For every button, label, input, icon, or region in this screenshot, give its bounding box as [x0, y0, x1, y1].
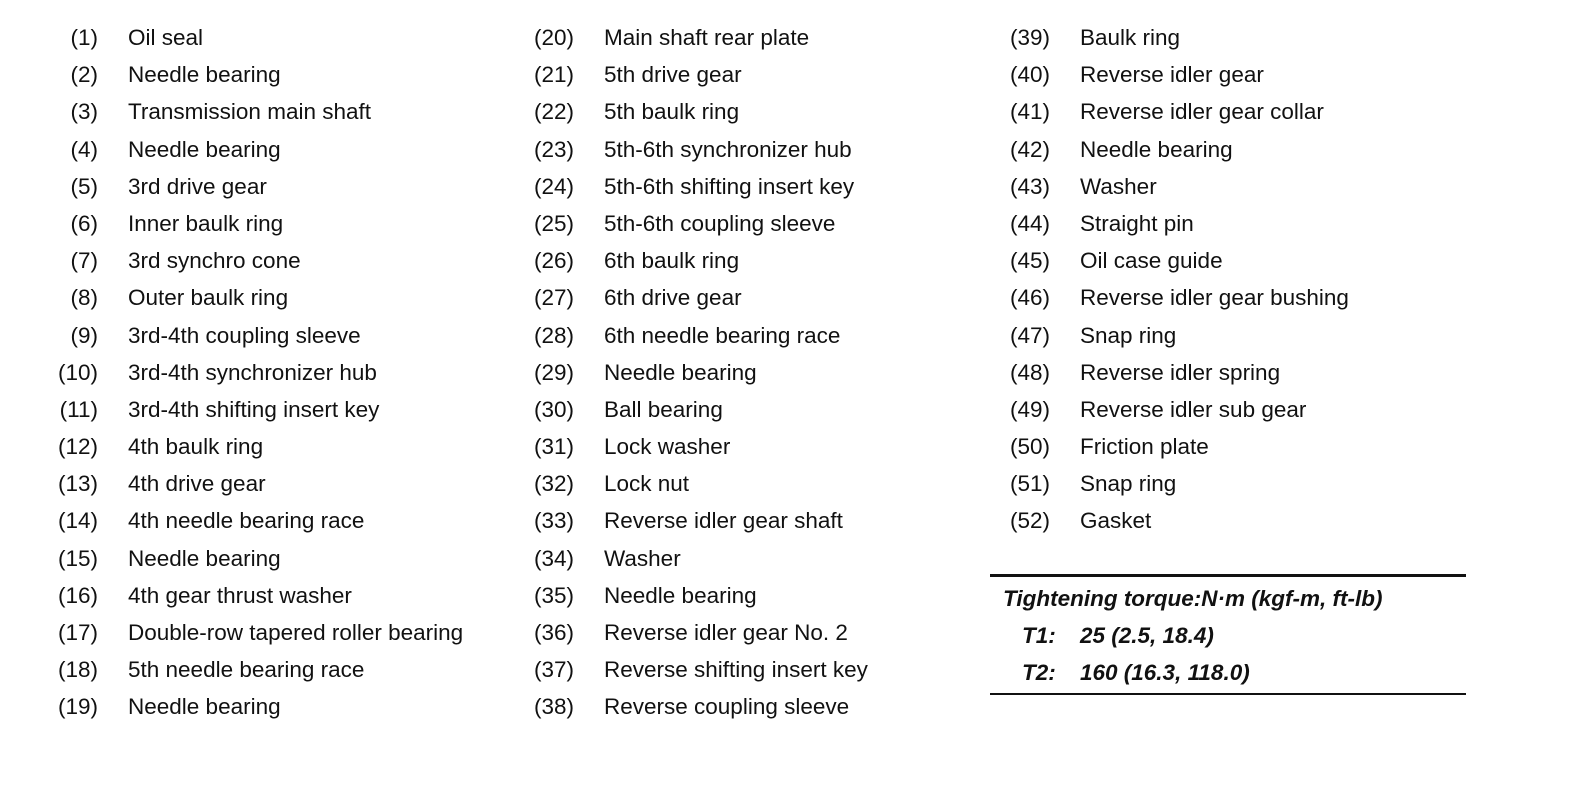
part-number: (46): [1009, 285, 1050, 311]
part-name: 5th-6th synchronizer hub: [604, 136, 852, 162]
part-name: Main shaft rear plate: [604, 25, 810, 50]
part-number: (10): [57, 359, 98, 385]
part-number: (14): [57, 508, 98, 534]
part-name: Reverse shifting insert key: [604, 657, 868, 683]
part-item: [528, 465, 690, 502]
torque-key: T1:: [1022, 623, 1056, 648]
part-item: [1004, 56, 1264, 93]
part-item: [528, 168, 855, 205]
part-item: [528, 651, 868, 688]
part-item: [528, 502, 843, 539]
part-item: [1004, 131, 1233, 168]
part-name: Reverse idler gear collar: [1080, 99, 1324, 125]
part-number: (5): [70, 173, 98, 199]
part-number: (25): [533, 210, 574, 236]
part-item: [1004, 354, 1281, 391]
part-name: Friction plate: [1080, 434, 1209, 460]
part-item: [52, 465, 266, 502]
part-item: [1004, 205, 1194, 242]
part-name: Needle bearing: [128, 545, 281, 571]
part-number: (27): [533, 285, 574, 311]
part-item: [1004, 19, 1181, 56]
part-name: Washer: [604, 545, 681, 571]
part-number: (35): [533, 582, 574, 608]
part-number: (21): [533, 62, 574, 88]
part-item: [52, 168, 267, 205]
part-number: (4): [70, 136, 98, 162]
part-name: 3rd-4th shifting insert key: [128, 396, 380, 422]
part-number: (17): [57, 620, 98, 645]
part-item: [528, 614, 848, 651]
part-number: (49): [1009, 396, 1050, 422]
part-item: [52, 279, 289, 316]
part-item: [528, 93, 740, 130]
part-name: Reverse idler sub gear: [1080, 396, 1307, 422]
part-item: [1004, 242, 1223, 279]
part-name: 5th drive gear: [604, 62, 742, 88]
part-number: (9): [70, 322, 98, 348]
part-item: [528, 279, 742, 316]
parts-list-column-3: [1004, 19, 1349, 540]
part-item: [52, 651, 365, 688]
part-number: (1): [70, 25, 98, 50]
part-item: [52, 205, 284, 242]
part-number: (44): [1009, 210, 1050, 236]
part-number: (26): [533, 248, 574, 274]
torque-row: [990, 654, 1466, 691]
part-number: (29): [533, 359, 574, 385]
parts-list-column-1: [52, 19, 464, 726]
part-item: [1004, 93, 1324, 130]
part-item: [528, 317, 841, 354]
part-item: [1004, 391, 1307, 428]
part-number: (6): [70, 210, 98, 236]
part-number: (39): [1009, 25, 1050, 50]
part-name: 5th needle bearing race: [128, 657, 365, 683]
part-number: (36): [533, 620, 574, 645]
part-name: 3rd synchro cone: [128, 248, 301, 274]
part-name: 6th needle bearing race: [604, 322, 841, 348]
part-number: (31): [533, 434, 574, 460]
part-item: [528, 354, 757, 391]
part-item: [52, 56, 281, 93]
part-item: [528, 391, 723, 428]
part-name: Reverse idler gear No. 2: [604, 620, 848, 645]
torque-key: T2:: [1022, 660, 1056, 685]
part-name: Baulk ring: [1080, 25, 1181, 50]
part-number: (13): [57, 471, 98, 497]
part-item: [52, 317, 361, 354]
part-number: (37): [533, 657, 574, 683]
part-item: [52, 688, 281, 725]
part-name: Ball bearing: [604, 396, 723, 422]
part-item: [528, 577, 757, 614]
part-item: [1004, 502, 1152, 539]
part-item: [528, 242, 740, 279]
parts-list-column-2: [528, 19, 868, 726]
part-name: Straight pin: [1080, 210, 1194, 236]
part-number: (18): [57, 657, 98, 683]
part-number: (48): [1009, 359, 1050, 385]
part-name: 6th drive gear: [604, 285, 742, 311]
part-number: (32): [533, 471, 574, 497]
part-item: [1004, 428, 1209, 465]
part-item: [1004, 465, 1177, 502]
part-name: Lock washer: [604, 434, 731, 460]
part-number: (41): [1009, 99, 1050, 125]
part-name: 4th gear thrust washer: [128, 582, 352, 608]
part-item: [1004, 279, 1349, 316]
part-name: Washer: [1080, 173, 1157, 199]
part-name: Transmission main shaft: [128, 99, 371, 125]
part-name: Reverse coupling sleeve: [604, 694, 850, 720]
part-item: [528, 56, 742, 93]
part-number: (43): [1009, 173, 1050, 199]
part-number: (12): [57, 434, 98, 460]
part-name: Double-row tapered roller bearing: [128, 620, 464, 645]
part-number: (52): [1009, 508, 1050, 534]
part-item: [52, 540, 281, 577]
part-number: (34): [533, 545, 574, 571]
part-name: 3rd-4th synchronizer hub: [128, 359, 377, 385]
part-item: [528, 205, 836, 242]
part-number: (28): [533, 322, 574, 348]
part-item: [528, 428, 731, 465]
part-name: 5th-6th coupling sleeve: [604, 210, 836, 236]
part-number: (7): [70, 248, 98, 274]
tightening-torque-table: [990, 574, 1466, 695]
part-name: 5th baulk ring: [604, 99, 740, 125]
part-item: [52, 131, 281, 168]
part-number: (19): [57, 694, 98, 720]
part-item: [52, 391, 380, 428]
part-name: 4th needle bearing race: [128, 508, 365, 534]
part-item: [52, 614, 464, 651]
part-name: Needle bearing: [128, 136, 281, 162]
part-item: [52, 354, 377, 391]
part-name: Snap ring: [1080, 322, 1177, 348]
part-item: [52, 242, 301, 279]
part-name: Reverse idler gear shaft: [604, 508, 843, 534]
part-number: (42): [1009, 136, 1050, 162]
part-name: Needle bearing: [128, 62, 281, 88]
part-number: (20): [533, 25, 574, 50]
part-name: Gasket: [1080, 508, 1152, 534]
part-number: (11): [59, 396, 98, 422]
part-item: [528, 131, 852, 168]
part-name: Reverse idler gear bushing: [1080, 285, 1349, 311]
part-name: Oil case guide: [1080, 248, 1223, 274]
part-number: (23): [533, 136, 574, 162]
part-name: 4th baulk ring: [128, 434, 264, 460]
torque-value: 160 (16.3, 118.0): [1080, 660, 1250, 685]
part-name: 3rd-4th coupling sleeve: [128, 322, 361, 348]
part-item: [528, 688, 850, 725]
part-item: [52, 19, 204, 56]
part-name: Reverse idler spring: [1080, 359, 1281, 385]
part-item: [1004, 317, 1177, 354]
part-number: (51): [1009, 471, 1050, 497]
part-item: [52, 502, 365, 539]
part-item: [528, 540, 681, 577]
part-name: 6th baulk ring: [604, 248, 740, 274]
part-name: Needle bearing: [604, 359, 757, 385]
part-number: (2): [70, 62, 98, 88]
part-number: (30): [533, 396, 574, 422]
part-name: Lock nut: [604, 471, 690, 497]
part-item: [52, 577, 352, 614]
part-number: (38): [533, 694, 574, 720]
part-number: (8): [70, 285, 98, 311]
part-number: (24): [533, 173, 574, 199]
part-number: (33): [533, 508, 574, 534]
part-name: Reverse idler gear: [1080, 62, 1264, 88]
torque-row: [990, 617, 1466, 654]
part-number: (15): [57, 545, 98, 571]
part-item: [528, 19, 810, 56]
part-name: Needle bearing: [1080, 136, 1233, 162]
torque-value: 25 (2.5, 18.4): [1080, 623, 1214, 648]
part-name: Needle bearing: [604, 582, 757, 608]
part-name: Oil seal: [128, 25, 204, 50]
part-name: 3rd drive gear: [128, 173, 267, 199]
part-number: (40): [1009, 62, 1050, 88]
part-name: Inner baulk ring: [128, 210, 284, 236]
part-number: (22): [533, 99, 574, 125]
part-number: (16): [57, 582, 98, 608]
torque-title: Tightening torque:N·m (kgf-m, ft-lb): [1003, 586, 1383, 611]
part-number: (50): [1009, 434, 1050, 460]
part-item: [52, 93, 371, 130]
part-name: 5th-6th shifting insert key: [604, 173, 855, 199]
part-number: (45): [1009, 248, 1050, 274]
part-number: (3): [70, 99, 98, 125]
part-name: Needle bearing: [128, 694, 281, 720]
part-item: [52, 428, 264, 465]
part-item: [1004, 168, 1157, 205]
part-name: Outer baulk ring: [128, 285, 289, 311]
part-name: Snap ring: [1080, 471, 1177, 497]
part-name: 4th drive gear: [128, 471, 266, 497]
part-number: (47): [1009, 322, 1050, 348]
